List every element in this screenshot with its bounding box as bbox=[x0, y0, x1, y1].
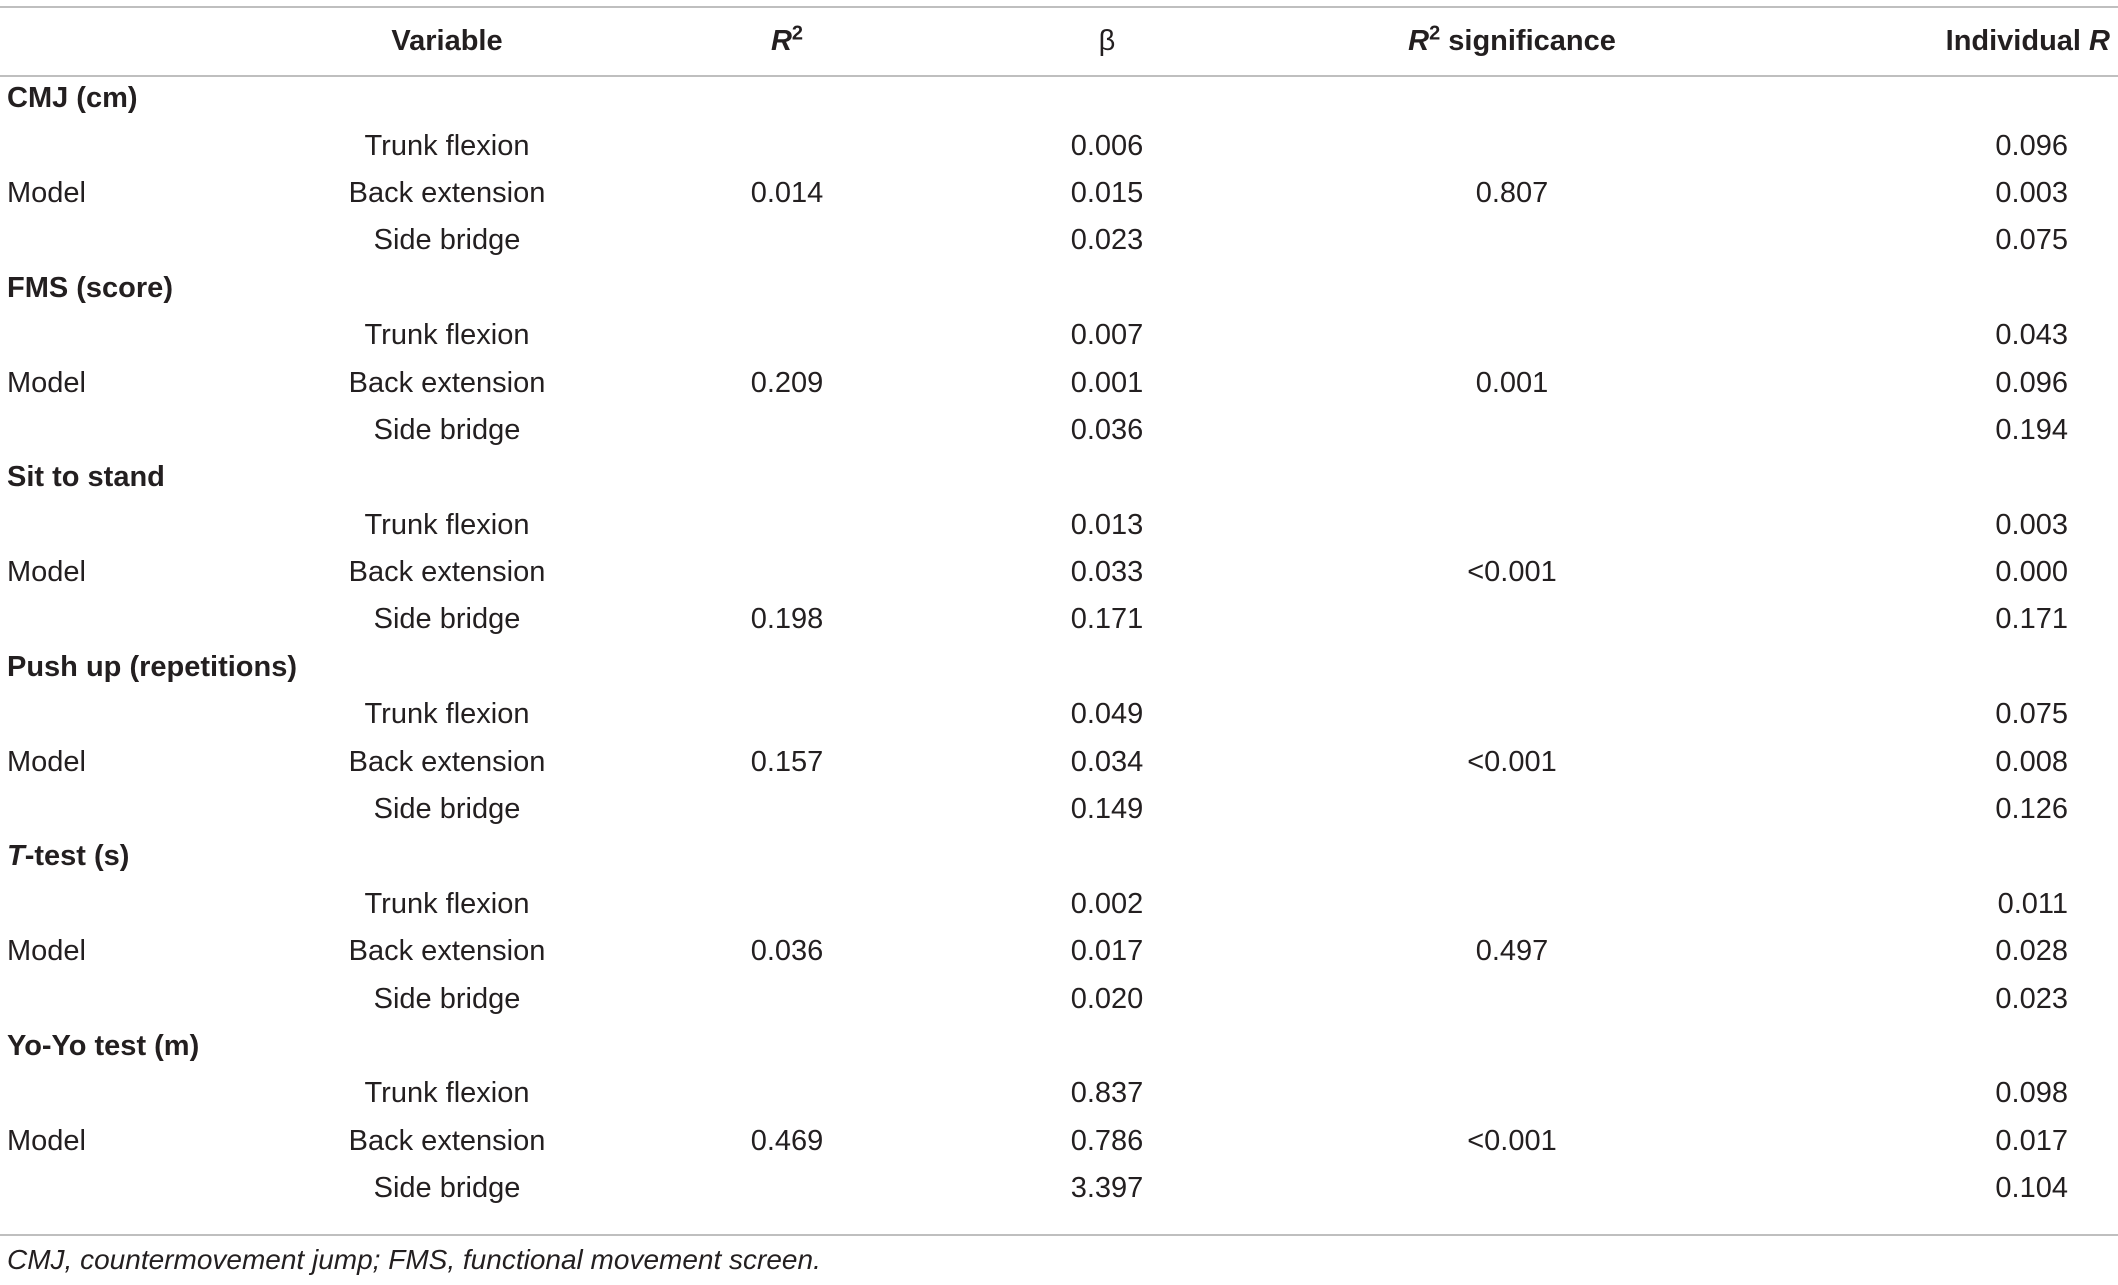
cell-r2 bbox=[637, 407, 937, 454]
cell-variable: Trunk flexion bbox=[364, 129, 530, 162]
cell-variable: Side bridge bbox=[373, 982, 521, 1015]
cell-individual-r: 0.126 bbox=[1995, 793, 2068, 826]
cell-r2-significance: <0.001 bbox=[1467, 745, 1557, 778]
cell-r2-significance: <0.001 bbox=[1467, 1124, 1557, 1157]
cell-model bbox=[0, 691, 257, 738]
cell-individual-r: 0.000 bbox=[1995, 556, 2068, 589]
table-row bbox=[0, 122, 2118, 169]
cell-individual-r: 0.003 bbox=[1995, 508, 2068, 541]
cell-variable: Back extension bbox=[348, 745, 546, 778]
group-header-row bbox=[0, 644, 2118, 691]
header-r2-letter: R bbox=[770, 25, 792, 57]
cell-individual-r: 0.008 bbox=[1995, 745, 2068, 778]
table-body bbox=[0, 75, 2118, 1212]
cell-model bbox=[0, 502, 257, 549]
cell-r2-significance bbox=[1277, 975, 1747, 1022]
cell-individual-r: 0.017 bbox=[1995, 1124, 2068, 1157]
cell-r2 bbox=[637, 217, 937, 264]
header-variable bbox=[257, 8, 637, 75]
header-r2sig-letter: R bbox=[1408, 25, 1430, 57]
cell-model: Model bbox=[7, 1124, 86, 1157]
table-row bbox=[0, 786, 2118, 833]
cell-r2 bbox=[637, 312, 937, 359]
group-title-italic: T bbox=[7, 840, 25, 873]
table-row bbox=[0, 975, 2118, 1022]
cell-variable: Back extension bbox=[348, 556, 546, 589]
group-title-text: FMS (score) bbox=[7, 271, 173, 304]
table-row bbox=[0, 928, 2118, 975]
cell-model: Model bbox=[7, 745, 86, 778]
group-title-text: -test (s) bbox=[24, 840, 130, 873]
cell-individual-r: 0.104 bbox=[1995, 1172, 2068, 1205]
group-title-text: Sit to stand bbox=[7, 461, 165, 494]
cell-beta: 0.015 bbox=[1070, 176, 1144, 209]
cell-r2-significance bbox=[1277, 1070, 1747, 1117]
cell-individual-r: 0.171 bbox=[1995, 603, 2068, 636]
cell-beta: 0.017 bbox=[1070, 935, 1144, 968]
cell-variable: Trunk flexion bbox=[364, 1077, 530, 1110]
cell-beta: 0.002 bbox=[1070, 887, 1144, 920]
cell-model: Model bbox=[7, 366, 86, 399]
cell-model bbox=[0, 217, 257, 264]
cell-r2-significance bbox=[1277, 217, 1747, 264]
cell-r2-significance: 0.497 bbox=[1475, 935, 1549, 968]
group-header-row bbox=[0, 1023, 2118, 1070]
cell-model bbox=[0, 312, 257, 359]
cell-r2: 0.014 bbox=[750, 176, 824, 209]
cell-individual-r: 0.023 bbox=[1995, 982, 2068, 1015]
cell-r2-significance bbox=[1277, 502, 1747, 549]
cell-variable: Trunk flexion bbox=[364, 319, 530, 352]
cell-beta: 0.837 bbox=[1070, 1077, 1144, 1110]
table-row bbox=[0, 1070, 2118, 1117]
cell-individual-r: 0.194 bbox=[1995, 413, 2068, 446]
cell-r2 bbox=[637, 975, 937, 1022]
cell-r2 bbox=[637, 1070, 937, 1117]
table-row bbox=[0, 359, 2118, 406]
cell-individual-r: 0.003 bbox=[1995, 176, 2068, 209]
header-beta bbox=[937, 8, 1277, 75]
table-row bbox=[0, 881, 2118, 928]
cell-individual-r: 0.028 bbox=[1995, 935, 2068, 968]
cell-r2 bbox=[637, 1165, 937, 1212]
cell-beta: 0.786 bbox=[1070, 1124, 1144, 1157]
group-title bbox=[0, 833, 2118, 880]
cell-variable: Trunk flexion bbox=[364, 887, 530, 920]
cell-beta: 0.034 bbox=[1070, 745, 1144, 778]
cell-r2-significance: <0.001 bbox=[1467, 556, 1557, 589]
cell-variable: Back extension bbox=[348, 366, 546, 399]
table-row bbox=[0, 738, 2118, 785]
cell-beta: 0.023 bbox=[1070, 224, 1144, 257]
cell-variable: Side bridge bbox=[373, 224, 521, 257]
table-row bbox=[0, 596, 2118, 643]
cell-r2-significance bbox=[1277, 691, 1747, 738]
cell-r2-significance bbox=[1277, 407, 1747, 454]
cell-variable: Back extension bbox=[348, 176, 546, 209]
table-row bbox=[0, 217, 2118, 264]
group-title bbox=[0, 454, 2118, 501]
cell-r2: 0.209 bbox=[750, 366, 824, 399]
cell-individual-r: 0.098 bbox=[1995, 1077, 2068, 1110]
cell-model: Model bbox=[7, 556, 86, 589]
cell-beta: 0.049 bbox=[1070, 698, 1144, 731]
cell-variable: Side bridge bbox=[373, 413, 521, 446]
header-blank bbox=[0, 8, 257, 75]
cell-r2: 0.198 bbox=[750, 603, 824, 636]
cell-variable: Back extension bbox=[348, 935, 546, 968]
group-title bbox=[0, 1023, 2118, 1070]
cell-beta: 0.033 bbox=[1070, 556, 1144, 589]
group-title-text: Yo-Yo test (m) bbox=[7, 1030, 200, 1062]
table-row bbox=[0, 691, 2118, 738]
cell-r2: 0.469 bbox=[750, 1124, 824, 1157]
cell-beta: 0.020 bbox=[1070, 982, 1144, 1015]
cell-r2-significance bbox=[1277, 312, 1747, 359]
cell-r2 bbox=[637, 549, 937, 596]
cell-r2-significance bbox=[1277, 881, 1747, 928]
header-indiv-letter: R bbox=[2089, 25, 2110, 57]
table-row bbox=[0, 312, 2118, 359]
cell-r2-significance: 0.001 bbox=[1475, 366, 1549, 399]
table-row bbox=[0, 502, 2118, 549]
cell-beta: 0.171 bbox=[1070, 603, 1144, 636]
header-individual-r bbox=[1747, 8, 2118, 75]
group-header-row bbox=[0, 454, 2118, 501]
cell-r2-significance bbox=[1277, 596, 1747, 643]
cell-model bbox=[0, 1165, 257, 1212]
table-row bbox=[0, 170, 2118, 217]
header-r2 bbox=[637, 8, 937, 75]
header-r2-sup: 2 bbox=[791, 22, 804, 45]
cell-r2-significance bbox=[1277, 122, 1747, 169]
cell-model bbox=[0, 975, 257, 1022]
cell-model bbox=[0, 122, 257, 169]
cell-r2-significance bbox=[1277, 786, 1747, 833]
cell-individual-r: 0.011 bbox=[1997, 887, 2068, 920]
cell-beta: 0.013 bbox=[1070, 508, 1144, 541]
cell-beta: 3.397 bbox=[1070, 1172, 1144, 1205]
cell-beta: 0.149 bbox=[1070, 793, 1144, 826]
cell-r2: 0.157 bbox=[750, 745, 824, 778]
header-row bbox=[0, 8, 2118, 75]
cell-r2: 0.036 bbox=[750, 935, 824, 968]
cell-variable: Side bridge bbox=[373, 603, 521, 636]
table-row bbox=[0, 549, 2118, 596]
header-variable-label: Variable bbox=[391, 25, 503, 57]
cell-r2 bbox=[637, 691, 937, 738]
header-r2sig-rest: significance bbox=[1440, 25, 1616, 57]
header-r2-significance bbox=[1277, 8, 1747, 75]
header-beta-label: β bbox=[1098, 25, 1116, 57]
cell-r2-significance bbox=[1277, 1165, 1747, 1212]
cell-variable: Trunk flexion bbox=[364, 698, 530, 731]
cell-individual-r: 0.096 bbox=[1995, 129, 2068, 162]
group-title-text: CMJ (cm) bbox=[7, 82, 138, 115]
cell-model bbox=[0, 596, 257, 643]
cell-r2 bbox=[637, 786, 937, 833]
cell-model: Model bbox=[7, 176, 86, 209]
table-row bbox=[0, 1165, 2118, 1212]
cell-beta: 0.007 bbox=[1070, 319, 1144, 352]
group-title-text: Push up (repetitions) bbox=[7, 650, 297, 683]
header-r2sig-sup: 2 bbox=[1429, 22, 1441, 45]
group-header-row bbox=[0, 75, 2118, 122]
table-row bbox=[0, 1118, 2118, 1165]
cell-variable: Trunk flexion bbox=[364, 508, 530, 541]
table-header bbox=[0, 8, 2118, 75]
cell-individual-r: 0.043 bbox=[1995, 319, 2068, 352]
cell-model bbox=[0, 881, 257, 928]
cell-r2 bbox=[637, 881, 937, 928]
cell-model bbox=[0, 1070, 257, 1117]
cell-beta: 0.036 bbox=[1070, 413, 1144, 446]
table-bottom-rule bbox=[0, 1234, 2118, 1236]
cell-individual-r: 0.075 bbox=[1995, 698, 2068, 731]
cell-variable: Back extension bbox=[348, 1124, 546, 1157]
group-header-row bbox=[0, 265, 2118, 312]
cell-model: Model bbox=[7, 935, 86, 968]
group-title bbox=[0, 265, 2118, 312]
table-row bbox=[0, 407, 2118, 454]
cell-model bbox=[0, 407, 257, 454]
group-title bbox=[0, 644, 2118, 691]
header-indiv-prefix: Individual bbox=[1945, 25, 2090, 57]
group-header-row bbox=[0, 833, 2118, 880]
cell-beta: 0.006 bbox=[1070, 129, 1144, 162]
cell-r2 bbox=[637, 122, 937, 169]
cell-model bbox=[0, 786, 257, 833]
cell-beta: 0.001 bbox=[1070, 366, 1144, 399]
cell-variable: Side bridge bbox=[373, 1172, 521, 1205]
cell-individual-r: 0.075 bbox=[1995, 224, 2068, 257]
regression-table bbox=[0, 8, 2118, 1212]
cell-individual-r: 0.096 bbox=[1995, 366, 2068, 399]
group-title bbox=[0, 75, 2118, 122]
cell-r2-significance: 0.807 bbox=[1475, 176, 1549, 209]
cell-r2 bbox=[637, 502, 937, 549]
cell-variable: Side bridge bbox=[373, 793, 521, 826]
table-footnote: CMJ, countermovement jump; FMS, functional movement screen. bbox=[7, 1244, 821, 1275]
